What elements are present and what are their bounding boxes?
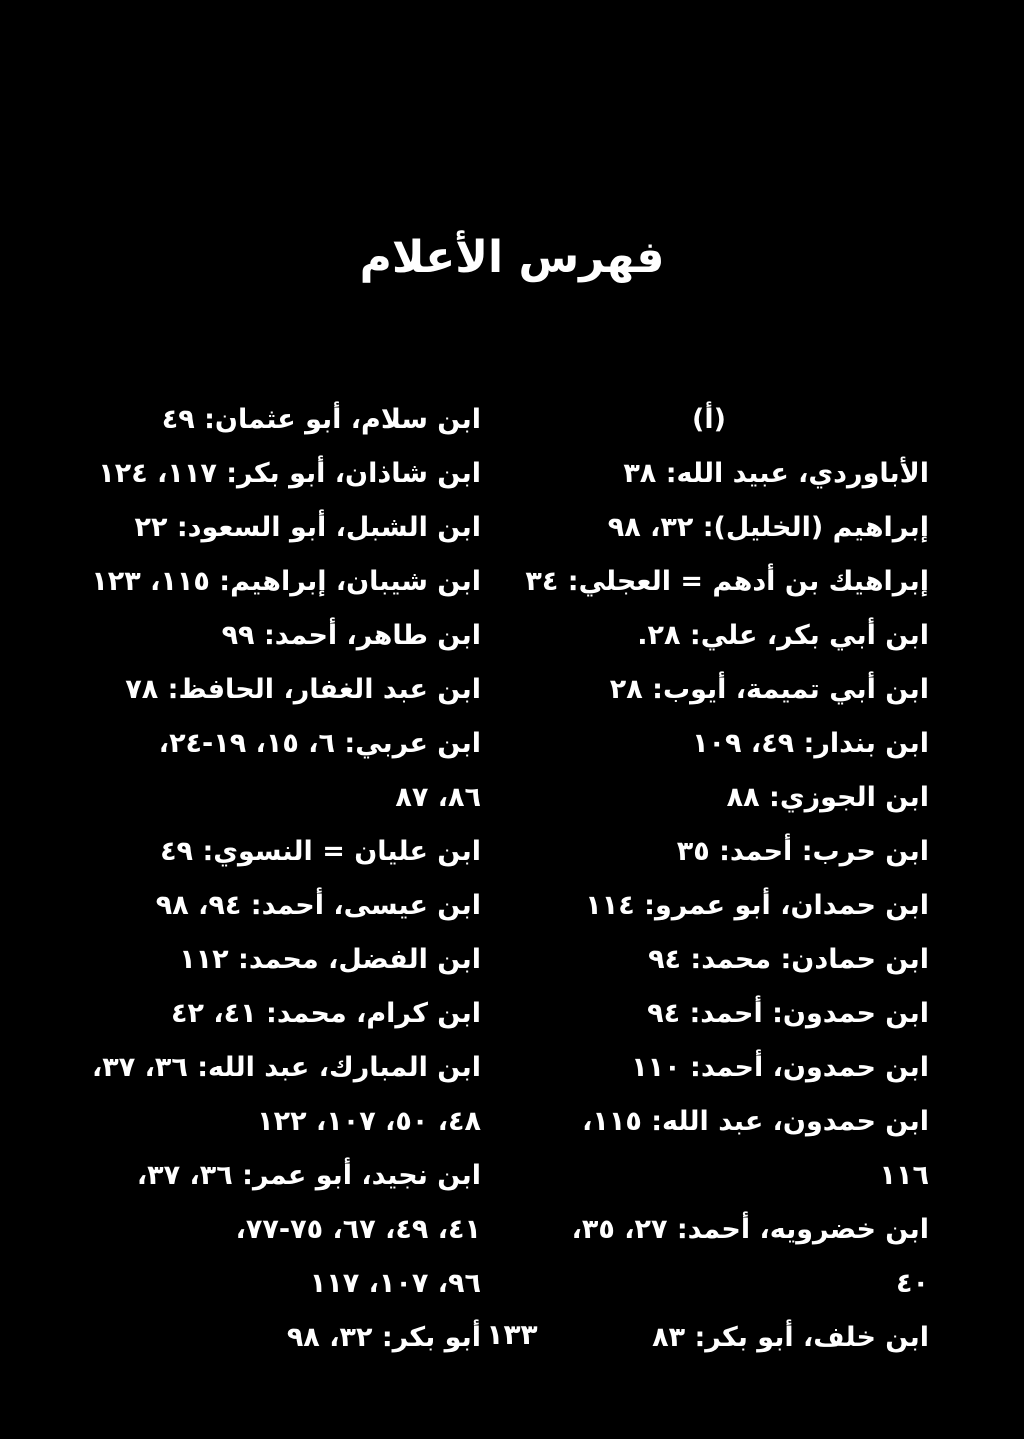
index-entry: ابن نجيد، أبو عمر: ٣٦، ٣٧، <box>136 1160 481 1191</box>
index-entry: ابن سلام، أبو عثمان: ٤٩ <box>161 404 481 435</box>
index-entry: إبراهيم (الخليل): ٣٢، ٩٨ <box>607 512 929 543</box>
index-entry: ابن عليان = النسوي: ٤٩ <box>160 836 481 867</box>
index-entry-continuation: ٤١، ٤٩، ٦٧، ٧٥-٧٧، <box>235 1214 481 1245</box>
index-entry: ابن الجوزي: ٨٨ <box>726 782 929 813</box>
index-entry-continuation: ٩٦، ١٠٧، ١١٧ <box>309 1268 481 1299</box>
index-entry: ابن كرام، محمد: ٤١، ٤٢ <box>171 998 481 1029</box>
index-entry: ابن حمدون، عبد الله: ١١٥، <box>582 1106 929 1137</box>
index-entry: ابن حمادن: محمد: ٩٤ <box>648 944 929 975</box>
index-entry: ابن عبد الغفار، الحافظ: ٧٨ <box>125 674 481 705</box>
index-entry: أبو بكر: ٣٢، ٩٨ <box>286 1322 481 1353</box>
index-column-left <box>61 393 481 1365</box>
index-entry: ابن عربي: ٦، ١٥، ١٩-٢٤، <box>158 728 481 759</box>
page-number: ١٣٣ <box>486 1318 538 1351</box>
index-entry: ابن حرب: أحمد: ٣٥ <box>676 836 929 867</box>
index-entry: ابن أبي تميمة، أيوب: ٢٨ <box>609 674 929 705</box>
index-column-right <box>489 393 929 1365</box>
index-entry: ابن طاهر، أحمد: ٩٩ <box>221 620 481 651</box>
index-entry: ابن عيسى، أحمد: ٩٤، ٩٨ <box>155 890 481 921</box>
index-entry: ابن شيبان، إبراهيم: ١١٥، ١٢٣ <box>91 566 481 597</box>
index-entry: ابن الشبل، أبو السعود: ٢٢ <box>134 512 481 543</box>
index-entry: ابن خضرويه، أحمد: ٢٧، ٣٥، <box>571 1214 929 1245</box>
index-entry: إبراهيك بن أدهم = العجلي: ٣٤ <box>525 566 929 597</box>
index-entry-continuation: ٤٠ <box>896 1268 929 1299</box>
section-heading-alif: (أ) <box>692 404 726 435</box>
index-entry: ابن حمدون: أحمد: ٩٤ <box>647 998 929 1029</box>
index-entry: ابن شاذان، أبو بكر: ١١٧، ١٢٤ <box>98 458 481 489</box>
index-entry-continuation: ٨٦، ٨٧ <box>395 782 481 813</box>
index-entry: ابن خلف، أبو بكر: ٨٣ <box>652 1322 929 1353</box>
index-entry-continuation: ٤٨، ٥٠، ١٠٧، ١٢٢ <box>257 1106 481 1137</box>
index-entry-continuation: ١١٦ <box>879 1160 929 1191</box>
index-entry: ابن الفضل، محمد: ١١٢ <box>179 944 481 975</box>
index-entry: ابن حمدان، أبو عمرو: ١١٤ <box>585 890 929 921</box>
index-entry: ابن المبارك، عبد الله: ٣٦، ٣٧، <box>91 1052 481 1083</box>
index-entry: ابن بندار: ٤٩، ١٠٩ <box>692 728 929 759</box>
index-entry: ابن أبي بكر، علي: ٢٨. <box>637 620 929 651</box>
index-entry: ابن حمدون، أحمد: ١١٠ <box>631 1052 929 1083</box>
index-entry: الأباوردي، عبيد الله: ٣٨ <box>623 458 929 489</box>
page-title: فهرس الأعلام <box>359 232 665 283</box>
